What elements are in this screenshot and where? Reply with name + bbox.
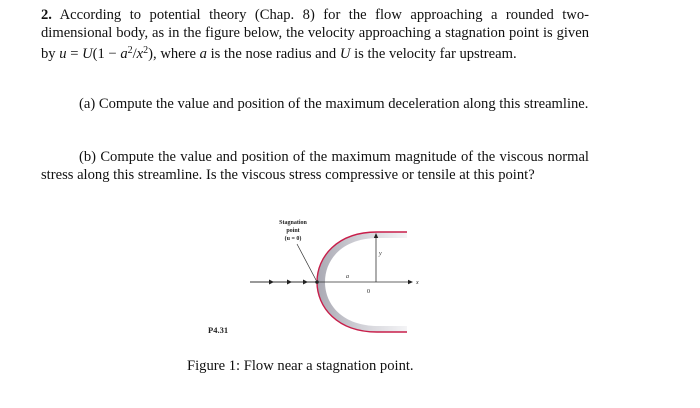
eq-exponent-x: 2 [143,45,149,56]
part-a-text: (a) Compute the value and position of the maximum deceleration along this streamline. [79,96,589,112]
x-axis-arrow [408,280,413,284]
eq-U: U [82,46,93,62]
var-a: a [199,46,207,62]
part-b-text: (b) Compute the value and position of the maximum magnitude of the viscous normal stress along this streamline. Is the viscous stress compressive or tensile at this point? [41,149,589,183]
intro-text-3: is the nose radius and [206,46,340,62]
eq-paren-open: (1 − [92,46,121,62]
intro-text-2: , where [153,46,200,62]
eq-exponent-a: 2 [127,45,133,56]
stagnation-label-line1: Stagnation [279,220,307,226]
flow-arrow-3 [303,280,308,285]
radius-label-a: a [346,274,349,280]
figure-id-label: P4.31 [208,325,229,335]
var-U: U [339,46,351,62]
problem-statement [41,6,589,63]
stagnation-leader-line [297,244,316,280]
intro-text-1: According to potential theory (Chap. 8) for the flow approaching a rounded two-dimensional body, as in the figure below, the velocity approaching a stagnation point is given by [41,7,589,62]
eq-u: u [59,46,67,62]
problem-number: 2. [41,7,52,23]
flow-arrow-1 [269,280,274,285]
eq-a: a [120,46,128,62]
eq-equals: = [66,46,83,62]
stagnation-label-line2: point [286,228,300,234]
stagnation-flow-figure [245,212,435,337]
eq-x: x [136,46,144,62]
flow-arrow-2 [287,280,292,285]
origin-label: 0 [367,289,370,295]
y-axis-label: y [379,251,382,257]
intro-text-4: is the velocity far upstream. [350,46,517,62]
eq-slash: / [132,46,137,62]
figure-caption: Figure 1: Flow near a stagnation point. [187,358,414,374]
eq-paren-close: ) [148,46,154,62]
x-axis-label: x [416,280,419,286]
stagnation-label-line3: (u = 0) [284,236,302,242]
